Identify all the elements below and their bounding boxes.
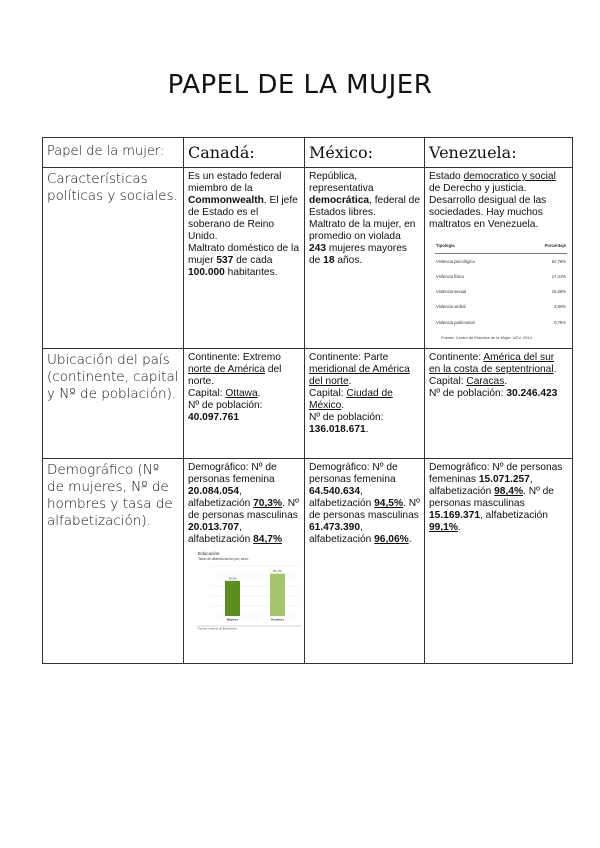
header-mexico: México: (305, 138, 425, 168)
chart-subtitle: Tasa de alfabetización por sexo (198, 557, 249, 562)
mini-row-label: Violencia psicológica (436, 258, 475, 264)
mini-row-value: 62,78% (551, 258, 566, 264)
cell-canada-demografico: Demográfico: Nº de personas femenina 20.084.054, alfabetización 70,3%. Nº de personas masculinas 20.013.707, alfabetización 84,7% Educación Tasa de alfabetización por sexo 70,3% Mujeres 84,7% Hombres Fuente: Instituto de Estadística (184, 459, 305, 664)
mini-row-value: 0,75% (554, 319, 566, 325)
chart-value-label: 70,3% (228, 576, 237, 581)
mini-row-label: Violencia física (436, 273, 464, 279)
chart-source: Fuente: Instituto de Estadística (198, 626, 237, 631)
cell-canada-politica: Es un estado federal miembro de la Commonwealth. El jefe de Estado es el soberano de Reino Unido. Maltrato doméstico de la mujer 537 de cada 100.000 habitantes. (184, 168, 305, 349)
chart-category-label: Mujeres (226, 617, 239, 622)
header-canada: Canadá: (184, 138, 305, 168)
row-ubicacion (43, 349, 573, 459)
cell-mexico-demografico: Demográfico: Nº de personas femenina 64.540.634, alfabetización 94,5%. Nº de personas masculinas 61.473.390, alfabetización 96,06%. (305, 459, 425, 664)
chart-bar-hombres (270, 574, 285, 616)
literacy-bar-chart (196, 550, 302, 630)
cell-mexico-politica: República, representativa democrática, federal de Estados libres. Maltrato de la mujer, en promedio on violada 243 mujeres mayores de 18 años. (305, 168, 425, 349)
cell-canada-ubicacion: Continente: Extremo norte de América del norte. Capital: Ottawa. Nº de población: 40.097.761 (184, 349, 305, 459)
mini-row-label: Violencia patrimonial (436, 319, 475, 325)
row-label-politica: Características políticas y sociales. (43, 168, 184, 349)
mini-table-source: Fuente: Centro de Estudios de la Mujer. UCV, 2014 (441, 335, 532, 341)
row-demografico (43, 459, 573, 664)
chart-bar-mujeres (225, 581, 240, 616)
mini-row-label: Violencia sexual (436, 289, 467, 295)
comparison-table (42, 137, 573, 664)
chart-title: Educación (198, 551, 220, 557)
mini-row-value: 17,41% (551, 273, 566, 279)
cell-mexico-ubicacion: Continente: Parte meridional de América del norte. Capital: Ciudad de México. Nº de población: 136.018.671. (305, 349, 425, 459)
page-title: PAPEL DE LA MUJER (167, 70, 433, 100)
cell-venezuela-demografico: Demográfico: Nº de personas femeninas 15.071.257, alfabetización 98,4%. Nº de personas masculinas 15.169.371, alfabetización 99,1%. (425, 459, 573, 664)
cell-venezuela-ubicacion: Continente: América del sur en la costa de septentrional. Capital: Caracas. Nº de población: 30.246.423 (425, 349, 573, 459)
header-row (43, 138, 573, 168)
violence-mini-table (435, 238, 567, 330)
mini-head-tipologia: Tipología (435, 238, 519, 254)
mini-row-value: 3,80% (554, 304, 566, 310)
chart-value-label: 84,7% (273, 569, 282, 574)
row-label-ubicacion: Ubicación del país (continente, capital y Nº de población). (43, 349, 184, 459)
header-label: Papel de la mujer: (43, 138, 184, 168)
mini-head-porcentaje: Porcentaje (519, 238, 567, 254)
chart-category-label: Hombres (270, 617, 285, 622)
header-venezuela: Venezuela: (425, 138, 573, 168)
mini-row-label: Violencia verbal (436, 304, 466, 310)
cell-venezuela-politica: Estado democratico y social de Derecho y justicia. Desarrollo desigual de las sociedades. Hay muchos maltratos en Venezuela. Tipología Porcentaje Violencia psicológica 62,78% Violencia física 17,41% Violencia sexual 15,26% Violencia verbal 3,80% Violencia patrimonial 0,75% Fuente: Centro de Estudios de la Mujer. UCV, 2014 (425, 168, 573, 349)
row-politica (43, 168, 573, 349)
mini-row-value: 15,26% (551, 289, 566, 295)
row-label-demografico: Demográfico (Nº de mujeres, Nº de hombres y tasa de alfabetización). (43, 459, 184, 664)
